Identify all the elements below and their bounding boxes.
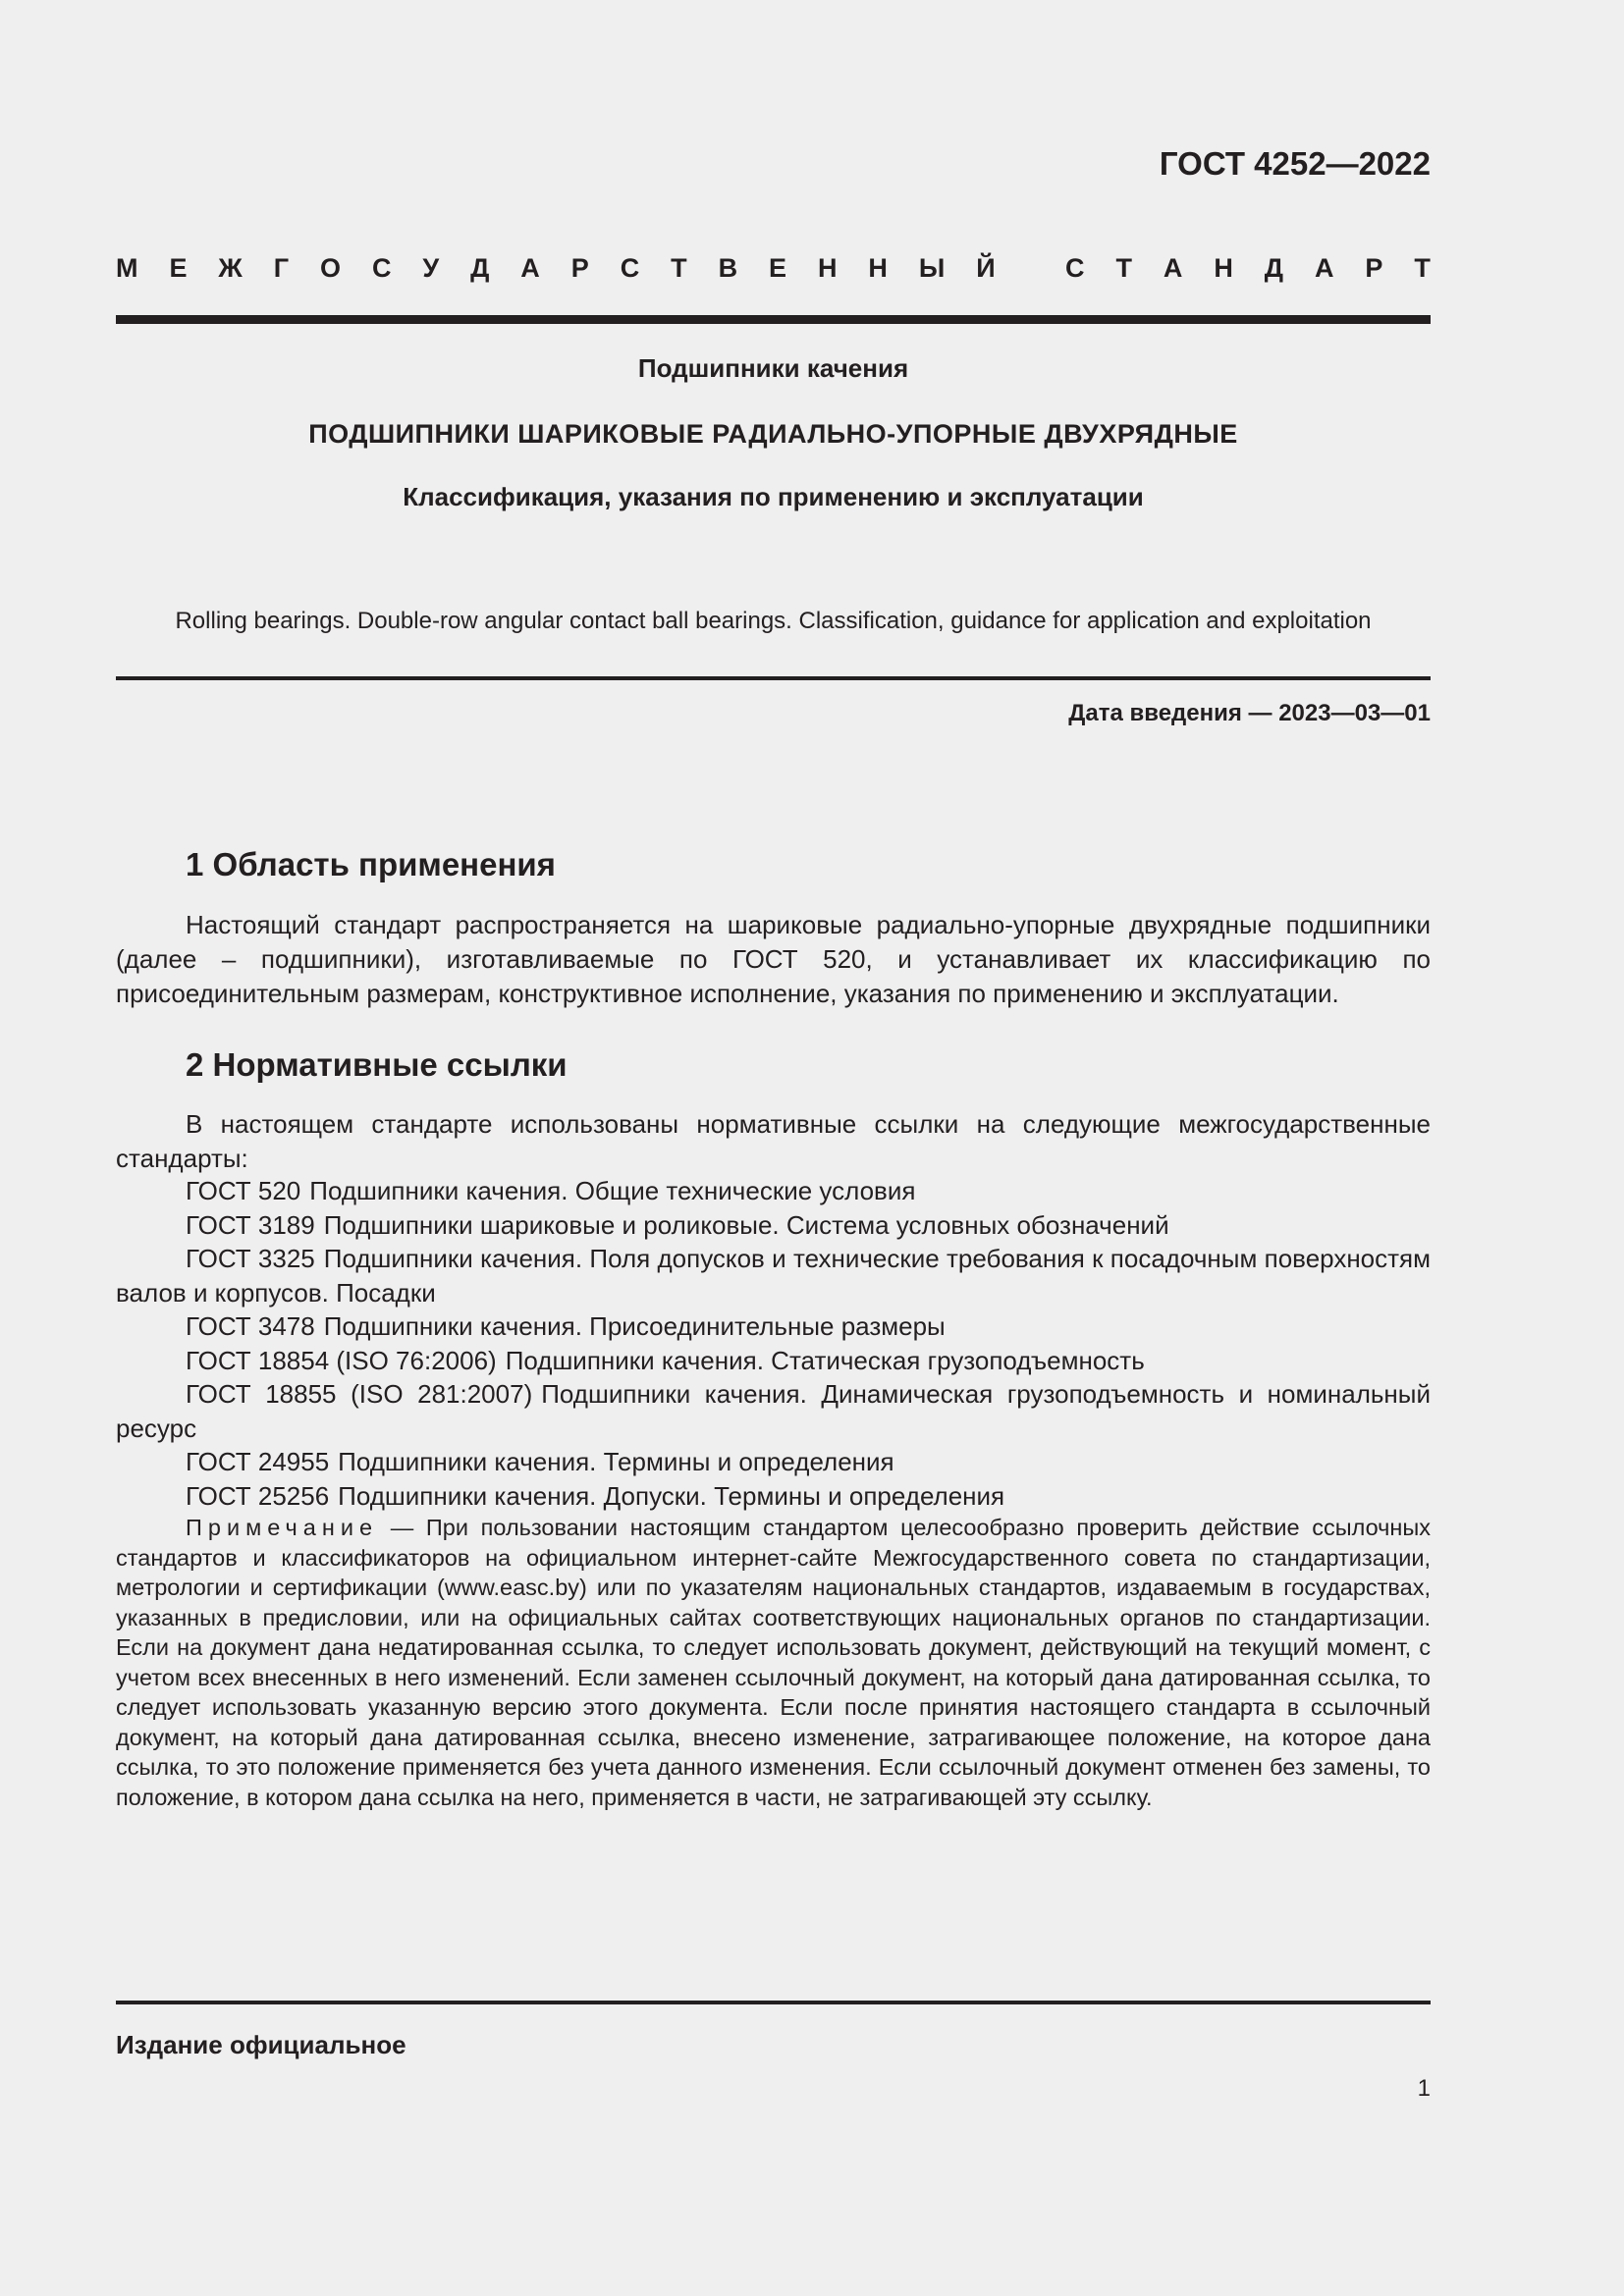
heading-letter: Ы [918, 253, 946, 283]
reference-item [116, 1309, 1431, 1344]
heading-letter: Т [1414, 253, 1431, 283]
heading-letter: Д [470, 253, 490, 283]
reference-item [116, 1445, 1431, 1479]
heading-letter: О [319, 253, 341, 283]
heading-letter: Н [817, 253, 838, 283]
group-title: Подшипники качения [637, 353, 909, 383]
document-number: ГОСТ 4252—2022 [1159, 145, 1431, 182]
heading-letter: Н [868, 253, 888, 283]
section-1-title: 1 Область применения [186, 846, 556, 882]
title-rule [116, 676, 1431, 680]
reference-text: Подшипники качения. Допуски. Термины и определения [338, 1480, 1005, 1511]
note-label: Примечание [186, 1515, 379, 1540]
header-rule [116, 315, 1431, 324]
heading-letter: У [422, 253, 440, 283]
document-title: ПОДШИПНИКИ ШАРИКОВЫЕ РАДИАЛЬНО-УПОРНЫЕ ДВУХРЯДНЫЕ [308, 419, 1238, 449]
reference-text: Подшипники качения. Поля допусков и технические требования к посадочным поверхностям валов и корпусов. Посадки [116, 1244, 1431, 1308]
heading-letter [1027, 253, 1035, 284]
heading-letter: Ж [218, 253, 243, 283]
heading-letter: А [1163, 253, 1183, 283]
heading-letter: Г [273, 253, 290, 283]
heading-letter: В [718, 253, 738, 283]
page-number: 1 [1417, 2075, 1431, 2102]
reference-text: Подшипники шариковые и роликовые. Система условных обозначений [323, 1209, 1169, 1240]
section-2-intro: В настоящем стандарте использованы нормативные ссылки на следующие межгосударственные стандарты: [116, 1109, 1431, 1173]
heading-letter: Й [976, 253, 996, 283]
reference-item [116, 1242, 1431, 1309]
normative-references-list [116, 1174, 1431, 1513]
heading-letter: С [1065, 253, 1085, 283]
note-text: — При пользовании настоящим стандартом целесообразно проверить действие ссылочных стандартов и классификаторов на официальном интернет-сайте Межгосударственного совета по стандартизации, метрологии и сертификации (www.easc.by) или по указателям национальных стандартов, издаваемым в государствах, указанных в предисловии, или на официальных сайтах соответствующих национальных органов по стандартизации. Если на документ дана недатированная ссылка, то следует использовать документ, действующий на текущий момент, с учетом всех внесенных в него изменений. Если заменен ссылочный документ, на который дана датированная ссылка, то следует использовать указанную версию этого документа. Если после принятия настоящего стандарта в ссылочный документ, на который дана датированная ссылка, внесено изменение, затрагивающее положение, на которое дана ссылка, то это положение применяется без учета данного изменения. Если ссылочный документ отменен без замены, то положение, в котором дана ссылка на него, применяется в части, не затрагивающей эту ссылку. [116, 1515, 1431, 1810]
reference-code: ГОСТ 25256 [186, 1480, 330, 1511]
heading-letter: Т [671, 253, 687, 283]
reference-item [116, 1174, 1431, 1208]
edition-label: Издание официальное [116, 2030, 406, 2059]
heading-letter: С [620, 253, 640, 283]
english-title: Rolling bearings. Double-row angular contact ball bearings. Classification, guidance for application and exploitation [175, 608, 1372, 634]
heading-letter: Р [1365, 253, 1383, 283]
document-subtitle: Классификация, указания по применению и эксплуатации [403, 482, 1144, 511]
reference-code: ГОСТ 18855 (ISO 281:2007) [186, 1379, 533, 1409]
reference-text: Подшипники качения. Общие технические условия [309, 1176, 916, 1205]
reference-code: ГОСТ 3478 [186, 1311, 315, 1341]
heading-letter: Р [570, 253, 589, 283]
reference-item [116, 1208, 1431, 1243]
reference-code: ГОСТ 18854 (ISO 76:2006) [186, 1345, 497, 1375]
reference-code: ГОСТ 3189 [186, 1209, 315, 1240]
heading-letter: Т [1115, 253, 1132, 283]
heading-letter: Д [1264, 253, 1283, 283]
heading-letter: Е [169, 253, 188, 283]
heading-letter: Е [769, 253, 787, 283]
reference-text: Подшипники качения. Статическая грузоподъемность [505, 1345, 1145, 1375]
reference-item [116, 1377, 1431, 1445]
reference-item [116, 1479, 1431, 1514]
section-2-title: 2 Нормативные ссылки [186, 1046, 568, 1083]
reference-text: Подшипники качения. Термины и определения [338, 1447, 894, 1476]
reference-code: ГОСТ 24955 [186, 1447, 330, 1476]
section-1-text: Настоящий стандарт распространяется на шариковые радиально-упорные двухрядные подшипники (далее – подшипники), изготавливаемые по ГОСТ 520, и устанавливает их классификацию по присоединительным размерам, конструктивное исполнение, указания по применению и эксплуатации. [116, 910, 1431, 1008]
reference-item [116, 1344, 1431, 1378]
heading-letter: А [1314, 253, 1334, 283]
heading-letter: А [520, 253, 540, 283]
heading-letter: Н [1214, 253, 1233, 283]
reference-text: Подшипники качения. Присоединительные размеры [323, 1311, 946, 1341]
heading-letter: С [371, 253, 392, 283]
reference-code: ГОСТ 520 [186, 1176, 301, 1205]
reference-code: ГОСТ 3325 [186, 1244, 315, 1273]
heading-letter: М [116, 253, 138, 283]
note [116, 1513, 1431, 1812]
date-of-introduction: Дата введения — 2023—03—01 [1068, 700, 1431, 726]
reference-text: Подшипники качения. Динамическая грузоподъемность и номинальный ресурс [116, 1379, 1431, 1443]
interstate-standard-heading [116, 253, 1431, 284]
footer-rule [116, 2001, 1431, 2004]
